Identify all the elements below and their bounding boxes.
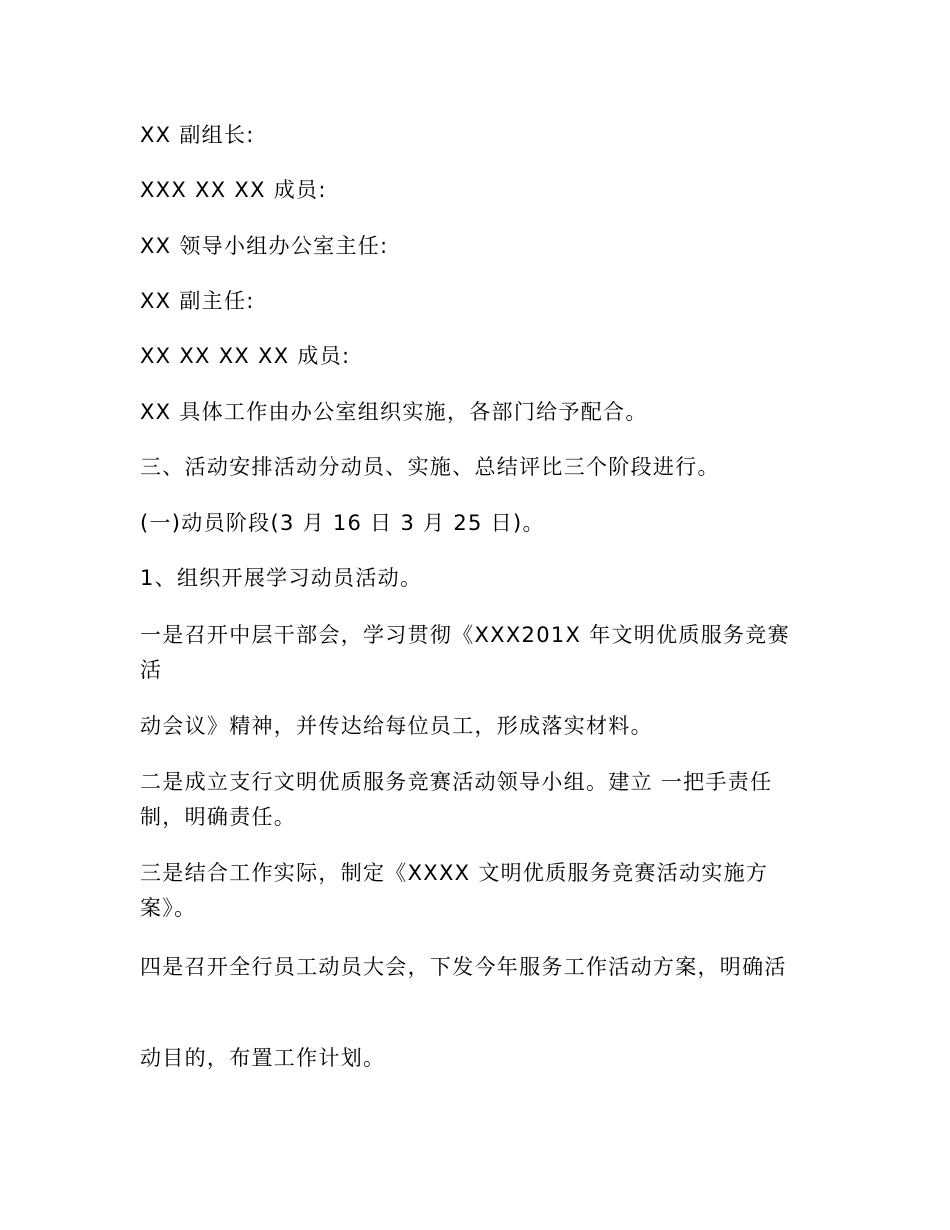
paragraph-implementation: XX 具体工作由办公室组织实施，各部门给予配合。 (140, 400, 648, 424)
paragraph-point-one-continued: 动会议》精神，并传达给每位员工，形成落实材料。 (140, 714, 653, 738)
paragraph-members-2: XX XX XX XX 成员: (140, 344, 351, 368)
paragraph-point-one: 一是召开中层干部会，学习贯彻《XXX201X 年文明优质服务竞赛活 (140, 623, 790, 682)
paragraph-point-four-continued: 动目的，布置工作计划。 (140, 1046, 386, 1070)
section-heading-activity-arrangement: 三、活动安排活动分动员、实施、总结评比三个阶段进行。 (140, 455, 720, 479)
paragraph-office-director: XX 领导小组办公室主任: (140, 234, 389, 258)
subheading-mobilization-stage: (一)动员阶段(3 月 16 日 3 月 25 日)。 (140, 511, 545, 535)
paragraph-point-two: 二是成立支行文明优质服务竞赛活动领导小组。建立 一把手责任制，明确责任。 (140, 770, 773, 829)
paragraph-point-four: 四是召开全行员工动员大会，下发今年服务工作活动方案，明确活 (140, 955, 787, 979)
item-organize-study: 1、组织开展学习动员活动。 (140, 566, 423, 590)
paragraph-deputy-leader: XX 副组长: (140, 123, 255, 147)
paragraph-deputy-director: XX 副主任: (140, 289, 255, 313)
paragraph-members-1: XXX XX XX 成员: (140, 178, 327, 202)
paragraph-point-three: 三是结合工作实际，制定《XXXX 文明优质服务竞赛活动实施方案》。 (140, 861, 769, 920)
